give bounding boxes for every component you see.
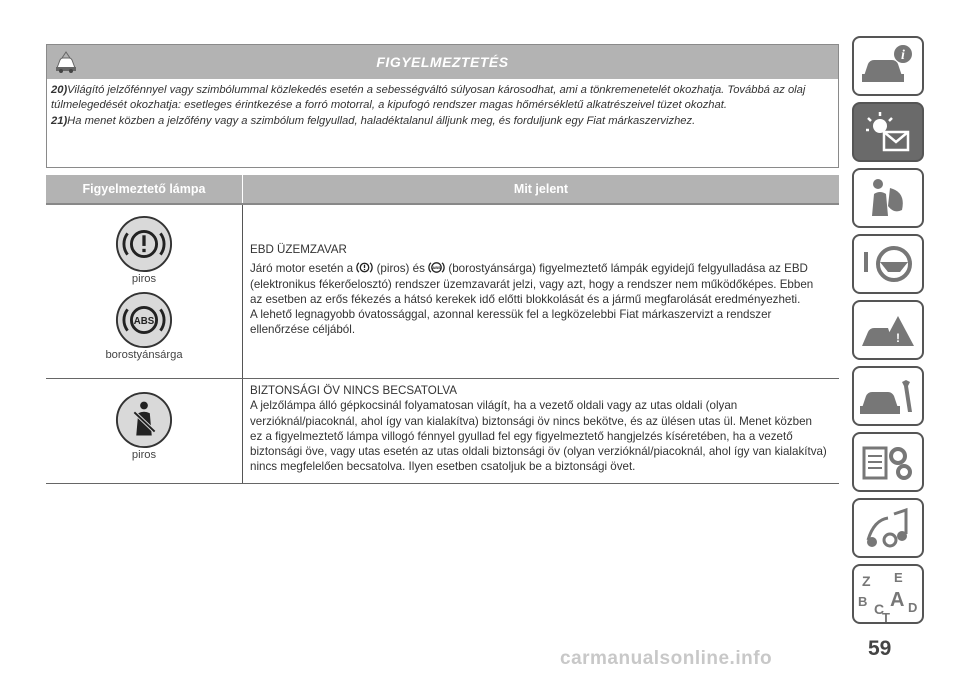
meaning-text: A jelzőlámpa álló gépkocsinál folyamatosan világít, ha a vezető oldali vagy az utas oldali (olyan verzióknál/piacoknál, ahol így van kialakítva) biztonsági öv nincs bekötve, és az ülésen utas ül. Menet közben ez a figyelmeztető lámpa villogó fénnyel gyullad fel egy figyelmeztető hangjelzés kíséretében, ha a vezető biztonsági öve, vagy utas esetén az utas oldali biztonsági öv (olyan verzióknál/piacoknál, ahol így van kialakítva) nincs megfelelően becsatolva. Ilyen esetben csatoljuk be a biztonsági övet. [250, 399, 827, 474]
meaning-text: A lehető legnagyobb óvatossággal, azonnal keressük fel a legközelebbi Fiat márkaszervizt a rendszer ellenőrzése céljából. [250, 308, 772, 337]
column-header-lamp: Figyelmeztető lámpa [46, 175, 243, 203]
table-row [46, 379, 839, 484]
warning-header [47, 45, 838, 79]
lamp-color-label: piros [131, 449, 157, 461]
svg-text:C: C [874, 601, 885, 617]
svg-text:D: D [908, 600, 918, 615]
abs-warning-icon [115, 291, 173, 349]
car-info-icon [854, 38, 922, 94]
table-header [46, 175, 839, 205]
warning-lights-icon [854, 104, 922, 160]
tab-car-info[interactable] [852, 36, 924, 96]
svg-text:i: i [901, 48, 905, 63]
airbag-icon [854, 170, 922, 226]
multimedia-icon [854, 500, 922, 556]
abs-warning-icon [428, 260, 445, 275]
meaning-cell [243, 205, 839, 378]
warning-note-20: 20)Világító jelzőfénnyel vagy szimbólummal közlekedés esetén a sebességváltó súlyosan károsodhat, ami a tönkremenetelét okozhatja. Továbbá az olaj túlmelegedését okozhatja: esetleges érintkezése a forró motorral, a kipufogó rendszer magas hőmérsékletű alkatrészeivel tüzet okozhat. [51, 84, 806, 112]
warning-note-21: 21)Ha menet közben a jelzőfény vagy a szimbólum felgyullad, haladéktalanul álljunk meg, és forduljunk egy Fiat márkaszervizhez. [51, 114, 696, 127]
index-icon [854, 566, 922, 622]
seatbelt-warning-icon [115, 391, 173, 449]
svg-text:T: T [882, 610, 890, 622]
lamp-color-label: piros [131, 273, 157, 285]
svg-text:ABS: ABS [432, 265, 441, 271]
tab-safety[interactable] [852, 168, 924, 228]
watermark: carmanualsonline.info [560, 648, 773, 669]
brake-warning-icon [115, 215, 173, 273]
lamp-cell [46, 379, 243, 483]
tab-warning-lights[interactable] [852, 102, 924, 162]
technical-data-icon [854, 434, 922, 490]
svg-text:E: E [894, 570, 903, 585]
steering-wheel-icon [854, 236, 922, 292]
meaning-text: Járó motor esetén a (piros) és ABS (borostyánsárga) figyelmeztető lámpák egyidejű felgyulladása az EBD (elektronikus fékerőelosztó) rendszer üzemzavarát jelzi, vagy azt, hogy a rendszer nem működőképes. Ebben az esetben az erős fékezés a hátsó kerekek idő előtti blokkolását és a jármű megfarolását eredményezheti. [250, 262, 814, 306]
lamp-cell [46, 205, 243, 378]
meaning-title: BIZTONSÁGI ÖV NINCS BECSATOLVA [250, 384, 458, 397]
warning-body [47, 79, 838, 129]
tab-technical-data[interactable] [852, 432, 924, 492]
maintenance-icon [854, 368, 922, 424]
tab-multimedia[interactable] [852, 498, 924, 558]
chapter-sidebar [852, 36, 928, 630]
svg-text:ABS: ABS [133, 315, 155, 327]
tab-emergency[interactable] [852, 300, 924, 360]
table-row [46, 205, 839, 379]
svg-text:A: A [890, 589, 905, 611]
tab-maintenance[interactable] [852, 366, 924, 426]
column-header-meaning: Mit jelent [513, 182, 569, 196]
page-number: 59 [868, 637, 892, 660]
svg-text:!: ! [896, 331, 900, 345]
meaning-title: EBD ÜZEMZAVAR [250, 243, 347, 256]
tab-driving[interactable] [852, 234, 924, 294]
warning-box [46, 44, 839, 168]
lamp-color-label: borostyánsárga [105, 349, 183, 361]
emergency-icon [854, 302, 922, 358]
meaning-cell [243, 379, 839, 483]
tab-index[interactable] [852, 564, 924, 624]
svg-text:B: B [858, 594, 868, 609]
brake-warning-icon [356, 260, 373, 275]
svg-text:Z: Z [862, 573, 871, 589]
warning-title: FIGYELMEZTETÉS [376, 54, 509, 70]
warning-lights-table [46, 175, 839, 484]
